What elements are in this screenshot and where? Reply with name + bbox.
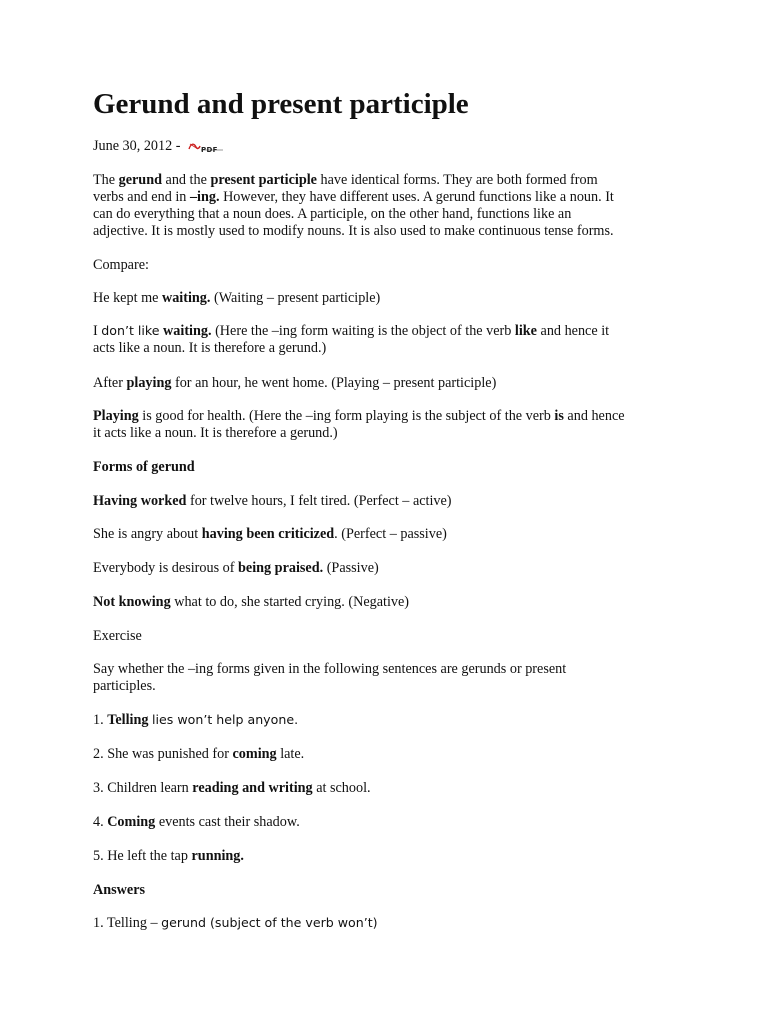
keyword: running. [191,848,244,864]
post-date: June 30, 2012 - [93,138,181,154]
text: After [93,375,127,391]
text: don’t like [101,323,160,338]
keyword: waiting. [163,323,212,339]
keyword: reading and writing [192,780,313,796]
text: (Passive) [323,560,379,576]
text: for twelve hours, I felt tired. (Perfect – active) [186,493,452,509]
example-2-line-2: acts like a noun. It is therefore a gerund.) [93,340,327,356]
text: verbs and end in [93,189,190,205]
intro-line-3: can do everything that a noun does. A participle, on the other hand, functions like an [93,206,572,222]
question-5 [93,848,244,865]
text: at school. [312,780,371,796]
keyword: Coming [107,814,156,830]
text: (Here the –ing form waiting is the object of the verb [211,323,515,339]
pdf-label: PDF [201,145,218,154]
text: 1. Telling – [93,915,162,931]
keyword: Playing [93,408,139,424]
keyword: like [514,323,537,339]
instruction-line-2: participles. [93,678,156,694]
text: is good for health. (Here the –ing form playing is the subject of the verb [138,408,555,424]
example-4-line-1 [93,408,625,425]
text: and the [161,172,211,188]
text: and hence it [536,323,610,339]
term-ing: –ing. [189,189,220,205]
instruction-line-1: Say whether the –ing forms given in the following sentences are gerunds or present [93,661,567,677]
text: I [93,323,102,339]
keyword: coming [232,746,277,762]
text: lies won’t help anyone. [152,712,299,727]
heading-text: Forms of gerund [93,459,195,475]
post-date-line [93,138,224,155]
form-3 [93,560,379,577]
pdf-download-link[interactable] [188,141,224,154]
example-4-line-2: it acts like a noun. It is therefore a gerund.) [93,425,338,441]
answers-heading [93,882,145,899]
text: 4. [93,814,108,830]
text: He kept me [93,290,162,306]
keyword: Having worked [93,493,187,509]
text: . (Perfect – passive) [334,526,447,542]
exercise-label: Exercise [93,628,142,644]
forms-heading [93,459,195,476]
term-present-participle: present participle [210,172,317,188]
text: 5. He left the tap [93,848,192,864]
text: and hence [563,408,625,424]
text: Everybody is desirous of [93,560,239,576]
form-1 [93,493,452,510]
text: what to do, she started crying. (Negative) [170,594,410,610]
text: for an hour, he went home. (Playing – present participle) [171,375,497,391]
example-3 [93,375,496,392]
question-2 [93,746,304,763]
keyword: playing [126,375,172,391]
text: 1. [93,712,108,728]
text: late. [276,746,305,762]
form-2 [93,526,447,543]
text: events cast their shadow. [155,814,300,830]
keyword: Not knowing [93,594,171,610]
text: have identical forms. They are both formed from [316,172,598,188]
text: (Waiting – present participle) [210,290,381,306]
compare-label: Compare: [93,257,149,273]
text: 3. Children learn [93,780,193,796]
intro-line-2 [93,189,614,206]
text: The [93,172,119,188]
keyword: waiting. [161,290,211,306]
intro-line-1 [93,172,598,189]
text: gerund (subject of the verb won’t) [161,915,378,930]
keyword: Telling [107,712,149,728]
heading-text: Answers [93,882,146,898]
answer-1 [93,915,378,932]
text: 2. She was punished for [93,746,233,762]
question-4 [93,814,300,831]
form-4 [93,594,409,611]
example-1 [93,290,380,307]
term-gerund: gerund [118,172,162,188]
text: She is angry about [93,526,202,542]
example-2-line-1 [93,323,609,340]
keyword: is [554,408,564,424]
question-1 [93,712,298,729]
intro-line-4: adjective. It is mostly used to modify nouns. It is also used to make continuous tense forms. [93,223,614,239]
question-3 [93,780,371,797]
page-title: Gerund and present participle [93,88,469,120]
keyword: being praised. [238,560,324,576]
keyword: having been criticized [201,526,335,542]
text: However, they have different uses. A gerund functions like a noun. It [219,189,614,205]
